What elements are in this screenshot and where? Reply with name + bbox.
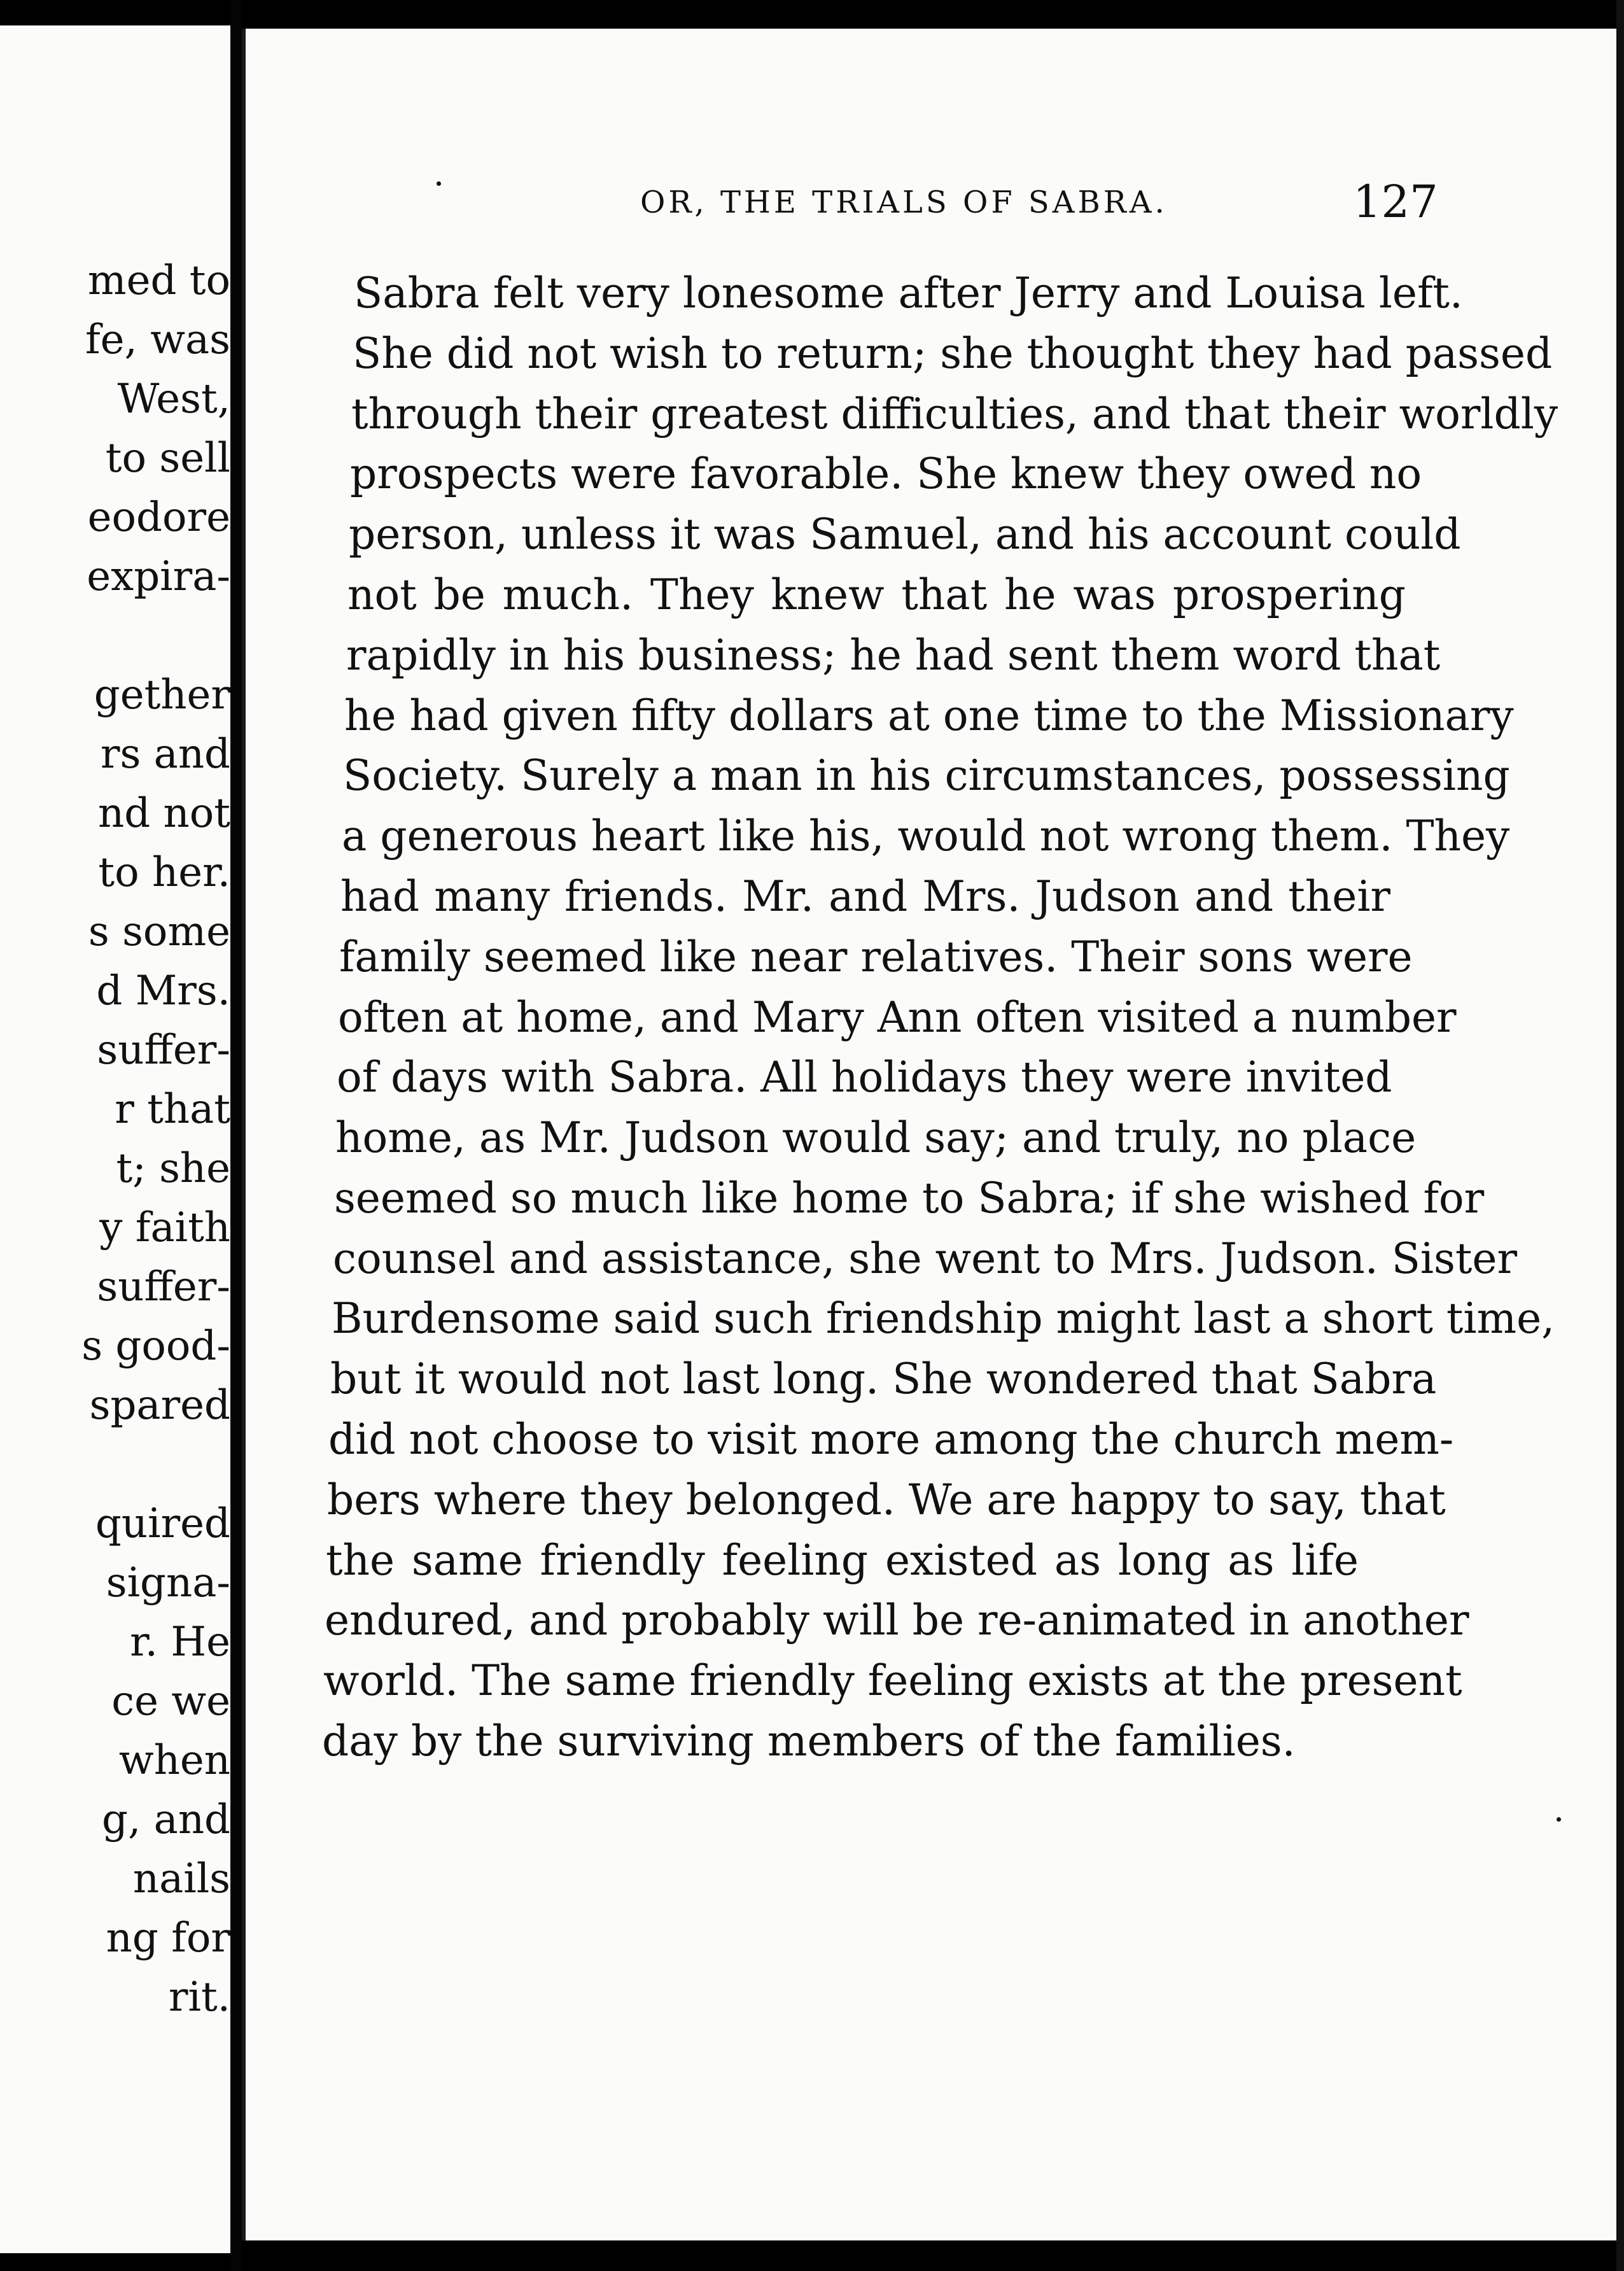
body-text-line: of days with Sabra. All holidays they were invited	[337, 1053, 1392, 1102]
left-text-line: to sell	[105, 435, 230, 482]
body-text-line: Sabra felt very lonesome after Jerry and Louisa left.	[354, 269, 1463, 318]
left-page-fragment	[0, 25, 230, 2253]
left-text-line: t; she	[116, 1145, 230, 1192]
left-text-line: nd not	[98, 790, 230, 837]
body-text-line: Burdensome said such friendship might last a short time,	[332, 1294, 1555, 1343]
left-text-line: rit.	[168, 1974, 230, 2021]
left-text-line: gether	[94, 671, 230, 719]
left-text-line: rs and	[100, 731, 230, 778]
body-text-line: family seemed like near relatives. Their sons were	[339, 932, 1413, 981]
body-text-line: did not choose to visit more among the church mem-	[328, 1415, 1454, 1464]
body-text-line: the same friendly feeling existed as long as life	[326, 1536, 1359, 1585]
left-text-line: d Mrs.	[96, 967, 230, 1015]
left-text-line: to her.	[98, 849, 230, 896]
left-text-line: med to	[87, 257, 230, 304]
left-text-line: fe, was	[85, 316, 230, 363]
body-text-line: bers where they belonged. We are happy to say, that	[327, 1475, 1446, 1524]
left-text-line: s good-	[81, 1323, 230, 1370]
body-text-line: through their greatest difficulties, and that their worldly	[351, 390, 1558, 439]
left-text-line: spared	[89, 1382, 230, 1429]
left-text-line: r that	[115, 1086, 230, 1133]
left-text-line: y faith	[99, 1204, 230, 1251]
page-gutter	[230, 0, 242, 2271]
left-text-line: West,	[117, 376, 230, 423]
body-text-line: day by the surviving members of the families.	[322, 1717, 1296, 1766]
left-text-line: quired	[95, 1500, 230, 1547]
left-text-line: when	[118, 1737, 230, 1784]
left-text-line: expira-	[87, 553, 230, 600]
body-text-line: not be much. They knew that he was prospering	[347, 570, 1406, 619]
print-speck	[1557, 1817, 1561, 1822]
body-text-line: seemed so much like home to Sabra; if she wished for	[334, 1174, 1485, 1223]
body-text-line: had many friends. Mr. and Mrs. Judson and their	[340, 872, 1390, 921]
body-text-line: She did not wish to return; she thought they had passed	[353, 329, 1553, 378]
body-text-line: world. The same friendly feeling exists at the present	[323, 1656, 1462, 1705]
body-text-line: but it would not last long. She wondered that Sabra	[330, 1354, 1437, 1403]
right-page	[242, 29, 1620, 2240]
left-text-line: suffer-	[97, 1027, 230, 1074]
left-text-line: g, and	[102, 1796, 230, 1843]
left-text-line: ng for	[106, 1915, 230, 1962]
body-text-line: he had given fifty dollars at one time to the Missionary	[344, 691, 1514, 740]
page-edge	[1616, 0, 1624, 2271]
running-head: OR, THE TRIALS OF SABRA.	[640, 185, 1168, 220]
body-text-line: counsel and assistance, she went to Mrs. Judson. Sister	[333, 1234, 1518, 1283]
left-text-line: nails	[132, 1855, 230, 1902]
body-text-line: prospects were favorable. She knew they owed no	[350, 449, 1422, 498]
page-number: 127	[1353, 176, 1438, 228]
body-text-line: a generous heart like his, would not wrong them. They	[342, 812, 1510, 861]
body-text-line: often at home, and Mary Ann often visited a number	[338, 993, 1457, 1042]
left-text-line: s some	[88, 908, 230, 955]
left-text-line: r. He	[130, 1619, 230, 1666]
left-text-line: signa-	[106, 1559, 230, 1607]
print-speck	[437, 181, 441, 186]
body-text-line: home, as Mr. Judson would say; and truly, no place	[335, 1113, 1417, 1162]
body-text-line: endured, and probably will be re-animated in another	[325, 1596, 1469, 1645]
left-text-line: ce we	[111, 1678, 230, 1725]
left-text-line: eodore	[87, 494, 230, 541]
left-text-line: suffer-	[97, 1263, 230, 1311]
body-text-line: Society. Surely a man in his circumstances, possessing	[343, 751, 1510, 800]
body-text-line: rapidly in his business; he had sent them word that	[346, 631, 1441, 680]
body-text-line: person, unless it was Samuel, and his account could	[349, 510, 1461, 559]
